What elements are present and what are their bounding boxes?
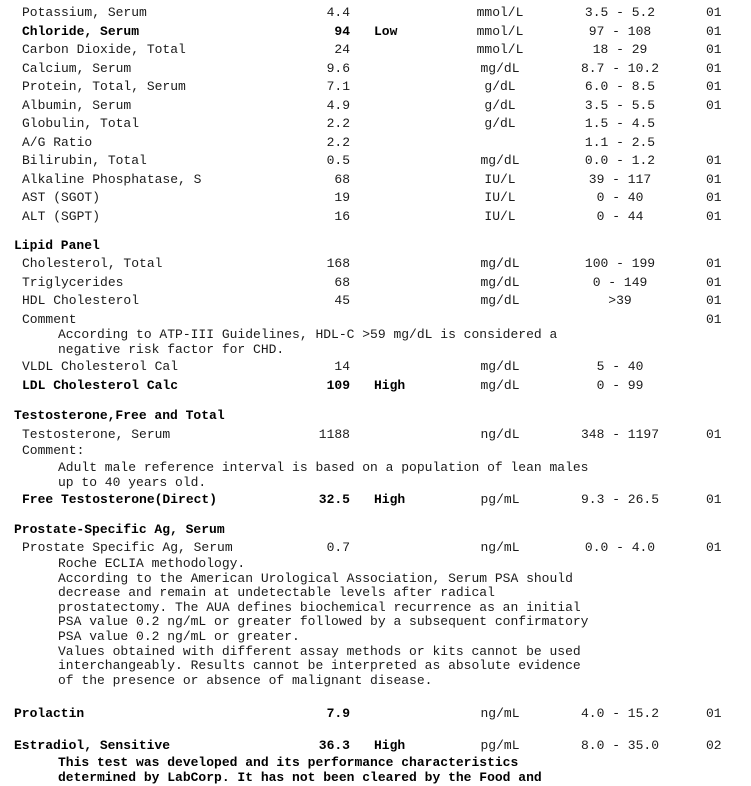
result-flag: High xyxy=(374,492,406,507)
lab-code: 01 xyxy=(706,706,722,721)
result-row xyxy=(0,275,751,291)
test-name: Free Testosterone(Direct) xyxy=(22,492,218,507)
lab-code: 02 xyxy=(706,738,722,753)
result-value: 19 xyxy=(334,190,350,205)
lab-code: 01 xyxy=(706,312,722,327)
result-row xyxy=(0,209,751,225)
result-value: 24 xyxy=(334,42,350,57)
result-value: 2.2 xyxy=(326,116,350,131)
result-units: mg/dL xyxy=(480,256,520,271)
result-value: 168 xyxy=(326,256,350,271)
lipid-comment: According to ATP-III Guidelines, HDL-C >59 mg/dL is considered a negative risk factor for CHD. xyxy=(58,327,558,357)
result-row xyxy=(0,153,751,169)
lab-code: 01 xyxy=(706,23,722,39)
result-value: 7.9 xyxy=(326,706,350,721)
result-row xyxy=(0,256,751,272)
reference-interval: 4.0 - 15.2 xyxy=(580,706,659,721)
result-row xyxy=(0,42,751,58)
reference-interval: 0 - 44 xyxy=(596,208,644,224)
testosterone-comment: Adult male reference interval is based on a population of lean males up to 40 years old. xyxy=(58,460,589,490)
reference-interval: 8.0 - 35.0 xyxy=(580,738,659,753)
result-units: pg/mL xyxy=(480,492,520,507)
lab-code: 01 xyxy=(706,275,722,290)
result-value: 16 xyxy=(334,208,350,224)
result-row xyxy=(0,61,751,77)
test-name: ALT (SGPT) xyxy=(22,208,101,224)
test-name: Prolactin xyxy=(14,706,85,721)
result-units: g/dL xyxy=(484,79,516,94)
result-value: 4.4 xyxy=(326,5,350,20)
reference-interval: 5 - 40 xyxy=(596,359,644,374)
result-row xyxy=(0,24,751,40)
result-units: mmol/L xyxy=(476,42,524,57)
result-units: mg/dL xyxy=(480,293,520,308)
reference-interval: 100 - 199 xyxy=(584,256,656,271)
lab-code: 01 xyxy=(706,293,722,308)
result-units: mg/dL xyxy=(480,275,520,290)
lab-code: 01 xyxy=(706,540,722,555)
result-row xyxy=(0,427,751,443)
result-value: 0.7 xyxy=(326,540,350,555)
result-value: 4.9 xyxy=(326,97,350,113)
test-name: HDL Cholesterol xyxy=(22,293,140,308)
reference-interval: 0 - 40 xyxy=(596,190,644,205)
test-name: Estradiol, Sensitive xyxy=(14,738,171,753)
result-row xyxy=(0,378,751,394)
result-units: mg/dL xyxy=(480,60,520,76)
test-name: Testosterone, Serum xyxy=(22,427,171,442)
result-row xyxy=(0,293,751,309)
result-units: IU/L xyxy=(484,190,516,205)
result-row xyxy=(0,492,751,508)
result-value: 7.1 xyxy=(326,79,350,94)
result-row xyxy=(0,172,751,188)
result-row xyxy=(0,190,751,206)
reference-interval: 3.5 - 5.5 xyxy=(584,97,656,113)
result-units: IU/L xyxy=(484,171,516,187)
result-row xyxy=(0,79,751,95)
reference-interval: 1.1 - 2.5 xyxy=(584,134,656,150)
lab-code: 01 xyxy=(706,190,722,205)
reference-interval: 0.0 - 1.2 xyxy=(584,153,656,168)
test-name: LDL Cholesterol Calc xyxy=(22,378,179,393)
test-name: Carbon Dioxide, Total xyxy=(22,42,186,57)
result-value: 2.2 xyxy=(326,134,350,150)
test-name: Calcium, Serum xyxy=(22,60,132,76)
result-units: ng/mL xyxy=(480,706,520,721)
test-name: Cholesterol, Total xyxy=(22,256,163,271)
result-units: mg/dL xyxy=(480,378,520,393)
estradiol-note: This test was developed and its performance characteristics determined by LabCorp. It has not been cleared by the Food and xyxy=(58,755,542,785)
lab-code: 01 xyxy=(706,492,722,507)
test-name: Bilirubin, Total xyxy=(22,153,147,168)
reference-interval: 1.5 - 4.5 xyxy=(584,116,656,131)
result-row xyxy=(0,540,751,556)
lab-code: 01 xyxy=(706,79,722,94)
testosterone-comment-label: Comment: xyxy=(22,443,85,458)
result-flag: Low xyxy=(374,23,398,39)
lab-code: 01 xyxy=(706,208,722,224)
lab-code: 01 xyxy=(706,427,722,442)
reference-interval: >39 xyxy=(608,293,632,308)
lab-code: 01 xyxy=(706,60,722,76)
test-name: Comment xyxy=(22,312,77,327)
test-name: A/G Ratio xyxy=(22,134,93,150)
lab-code: 01 xyxy=(706,97,722,113)
result-value: 68 xyxy=(334,171,350,187)
reference-interval: 8.7 - 10.2 xyxy=(580,60,659,76)
result-units: g/dL xyxy=(484,116,516,131)
test-name: AST (SGOT) xyxy=(22,190,101,205)
result-units: mg/dL xyxy=(480,359,520,374)
result-units: ng/mL xyxy=(480,540,520,555)
reference-interval: 0 - 149 xyxy=(592,275,648,290)
psa-title: Prostate-Specific Ag, Serum xyxy=(14,522,225,537)
lab-code: 01 xyxy=(706,5,722,20)
reference-interval: 9.3 - 26.5 xyxy=(580,492,659,507)
result-value: 109 xyxy=(326,378,350,393)
result-flag: High xyxy=(374,378,406,393)
lab-code: 01 xyxy=(706,153,722,168)
result-value: 1188 xyxy=(318,427,350,442)
result-units: g/dL xyxy=(484,97,516,113)
result-row xyxy=(0,5,751,21)
result-value: 9.6 xyxy=(326,60,350,76)
result-value: 94 xyxy=(334,23,350,39)
result-units: mmol/L xyxy=(476,5,524,20)
psa-note: Roche ECLIA methodology. According to the American Urological Association, Serum PSA should decrease and remain at undetectable levels after radical prostatectomy. The AUA defines biochemical recurrence as an initial PSA value 0.2 ng/mL or greater followed by a subsequent confirmatory PSA value 0.2 ng/mL or greater. Values obtained with different assay methods or kits cannot be used interchangeably. Results cannot be interpreted as absolute evidence of the presence or absence of malignant disease. xyxy=(58,556,589,688)
result-value: 36.3 xyxy=(318,738,350,753)
result-units: IU/L xyxy=(484,208,516,224)
test-name: Globulin, Total xyxy=(22,116,140,131)
lab-code: 01 xyxy=(706,171,722,187)
result-row xyxy=(0,135,751,151)
result-value: 45 xyxy=(334,293,350,308)
reference-interval: 97 - 108 xyxy=(588,23,652,39)
test-name: VLDL Cholesterol Cal xyxy=(22,359,179,374)
testosterone-title: Testosterone,Free and Total xyxy=(14,408,225,423)
result-row xyxy=(0,116,751,132)
result-row xyxy=(0,98,751,114)
result-value: 68 xyxy=(334,275,350,290)
result-units: mmol/L xyxy=(476,23,524,39)
reference-interval: 0 - 99 xyxy=(596,378,644,393)
test-name: Alkaline Phosphatase, S xyxy=(22,171,202,187)
result-value: 0.5 xyxy=(326,153,350,168)
result-row xyxy=(0,312,751,328)
result-value: 32.5 xyxy=(318,492,350,507)
result-row xyxy=(0,738,751,754)
lab-code: 01 xyxy=(706,256,722,271)
result-row xyxy=(0,706,751,722)
result-units: pg/mL xyxy=(480,738,520,753)
reference-interval: 18 - 29 xyxy=(592,42,648,57)
result-units: mg/dL xyxy=(480,153,520,168)
reference-interval: 3.5 - 5.2 xyxy=(584,5,656,20)
reference-interval: 348 - 1197 xyxy=(580,427,659,442)
test-name: Prostate Specific Ag, Serum xyxy=(22,540,233,555)
lab-code: 01 xyxy=(706,42,722,57)
reference-interval: 6.0 - 8.5 xyxy=(584,79,656,94)
test-name: Protein, Total, Serum xyxy=(22,79,186,94)
result-units: ng/dL xyxy=(480,427,520,442)
test-name: Potassium, Serum xyxy=(22,5,147,20)
test-name: Chloride, Serum xyxy=(22,23,140,39)
result-row xyxy=(0,359,751,375)
test-name: Albumin, Serum xyxy=(22,97,132,113)
reference-interval: 39 - 117 xyxy=(588,171,652,187)
reference-interval: 0.0 - 4.0 xyxy=(584,540,656,555)
result-flag: High xyxy=(374,738,406,753)
test-name: Triglycerides xyxy=(22,275,124,290)
lipid-panel-title: Lipid Panel xyxy=(14,238,100,253)
result-value: 14 xyxy=(334,359,350,374)
